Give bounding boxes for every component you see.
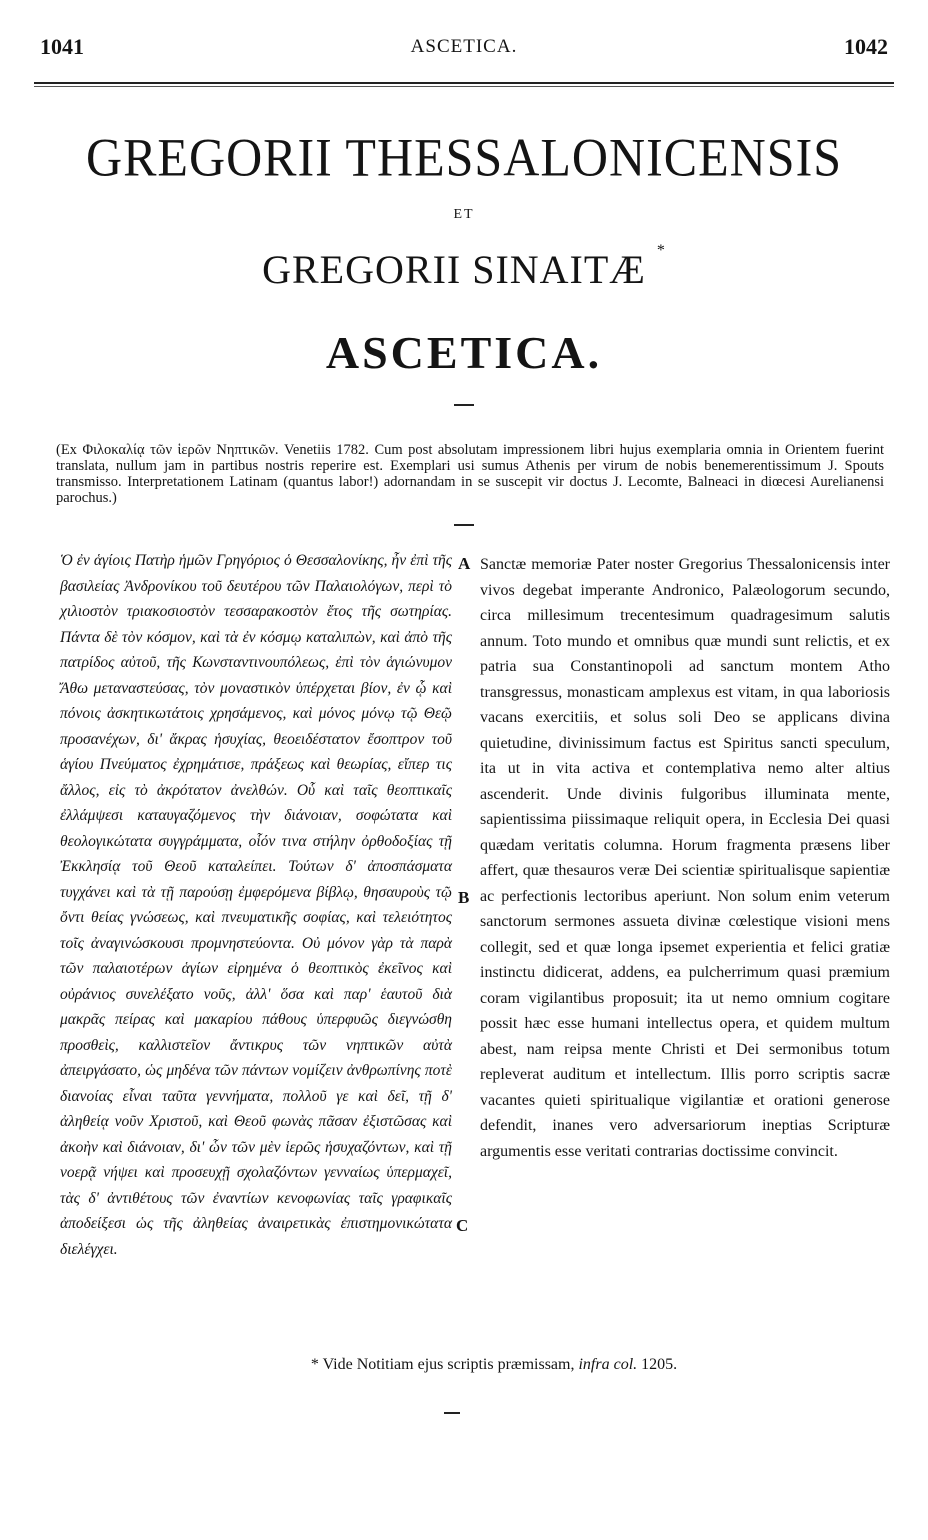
title-footnote-mark: * bbox=[656, 242, 666, 259]
footnote bbox=[0, 1356, 928, 1374]
running-title: ASCETICA. bbox=[410, 36, 518, 57]
header-rule bbox=[34, 82, 894, 84]
title-separator bbox=[454, 404, 474, 406]
margin-marker-b: B bbox=[458, 888, 470, 907]
source-note: (Ex Φιλοκαλίᾳ τῶν ἱερῶν Νηπτικῶν. Venetiis 1782. Cum post absolutam impressionem libri hujus exemplaria omnia in Orientem fuerint translata, nullum jam in partibus nostris reperire est. Exemplari usi sumus Athenis per virum de nobis benemerentissimum J. Spouts transmisso. Interpretationem Latinam (quantus labor!) adornandam in se suscepit vir doctus J. Lecomte, Balneaci in diœcesi Aurelianensi parochus.) bbox=[56, 442, 884, 506]
title-line-1: GREGORII THESSALONICENSIS bbox=[85, 126, 843, 188]
margin-marker-c: C bbox=[456, 1216, 469, 1235]
running-header bbox=[40, 34, 888, 64]
footnote-page-ref: 1205. bbox=[641, 1356, 678, 1373]
title-line-2 bbox=[0, 242, 928, 293]
end-separator bbox=[444, 1412, 460, 1414]
left-column-number: 1041 bbox=[40, 34, 84, 59]
title-line-3: ASCETICA. bbox=[325, 327, 603, 378]
note-separator bbox=[454, 524, 474, 526]
footnote-mark: * bbox=[310, 1356, 319, 1373]
greek-column: Ὁ ἐν ἁγίοις Πατὴρ ἡμῶν Γρηγόριος ὁ Θεσσαλονίκης, ἦν ἐπὶ τῆς βασιλείας Ἀνδρονίκου τοῦ δευτέρου τῶν Παλαιολόγων, περὶ τὸ χιλιοστὸν τριακοσιοστὸν τεσσαρακοστὸν ἔτος τῆς σωτηρίας. Πάντα δὲ τὸν κόσμον, καὶ τὰ ἐν κόσμῳ καταλιπὼν, καὶ ἀπὸ τῆς πατρίδος αὐτοῦ, τῆς Κωνσταντινουπόλεως, ἐπὶ τὸν ἁγιώνυμον Ἄθω μεταναστεύσας, τὸν μοναστικὸν ὑπέρχεται βίον, ἐν ᾧ καὶ πόνοις ἀσκητικωτάτοις χρησάμενος, καὶ μόνος μόνῳ τῷ Θεῷ προσανέχων, δι' ἄκρας ἡσυχίας, θεοειδέστατον ἔσοπτρον τοῦ ἁγίου Πνεύματος ἐχρημάτισε, πράξεως καὶ θεωρίας, εἴπερ τις ἄλλος, εἰς τὸ ἀκρότατον ἀνελθών. Οὗ καὶ ταῖς θεοπτικαῖς ἐλλάμψεσι καταυγαζόμενος τὴν διάνοιαν, σοφώτατα καὶ θεολογικώτατα συγγράμματα, οἷόν τινα στήλην ὀρθοδοξίας τῇ Ἐκκλησίᾳ τοῦ Θεοῦ καταλείπει. Τούτων δ' ἀποσπάσματα τυγχάνει καὶ τὰ τῇ παρούσῃ ἐμφερόμενα βίβλῳ, θησαυροὺς τῷ ὄντι θείας γνώσεως, καὶ πνευματικῆς σοφίας, καὶ τελειότητος τοῖς ἀναγινώσκουσι προμνηστεύοντα. Οὐ μόνον γὰρ τὰ παρὰ τῶν παλαιοτέρων ἁγίων εἰρημένα ὁ θεοπτικὸς ἐκεῖνος καὶ οὐράνιος συνελέξατο νοῦς, ἀλλ' ὅσα καὶ παρ' ἑαυτοῦ διὰ μακρᾶς πείρας καὶ μακαρίου πάθους ὑπερφυῶς διεγνώσθη προσθεὶς, καλλιστεῖον ἄντικρυς τῶν νηπτικῶν αὐτὰ ἀπειργάσατο, ὡς μηδένα τῶν πάντων νομίζειν ἀνθρωπίνης ποτὲ διανοίας εἶναι ταῦτα γεννήματα, πολλοῦ γε καὶ δεῖ, τῇ δ' ἀληθείᾳ νοῦν Χριστοῦ, καὶ Θεοῦ φωνὰς πᾶσαν ἐξιστῶσας καὶ ἀκοὴν καὶ διάνοιαν, δι' ὧν τῶν μὲν ἱερῶς ἡσυχαζόντων, καὶ τῇ νοερᾷ νήψει καὶ προσευχῇ σχολαζόντων γενναίως ὑπερμαχεῖ, τὰς δ' ἀντιθέτους τῶν ἐναντίων κενοφωνίας ταῖς γραφικαῖς ἀποδείξεσι ὡς τῆς ἀληθείας ἀναιρετικὰς ἐπιστημονικώτατα διελέγχει. bbox=[60, 552, 452, 1258]
header-rule-thin bbox=[34, 86, 894, 87]
margin-marker-a: A bbox=[458, 554, 471, 573]
right-column-number: 1042 bbox=[844, 34, 888, 59]
footnote-text: Vide Notitiam ejus scriptis præmissam, bbox=[322, 1356, 575, 1373]
title-line-2-text: GREGORII SINAITÆ bbox=[262, 247, 646, 292]
footnote-italic: infra col. bbox=[578, 1356, 638, 1373]
title-conjunction: ET bbox=[453, 207, 475, 222]
latin-column: Sanctæ memoriæ Pater noster Gregorius Thessalonicensis inter vivos degebat imperante Andronico, Palæologorum secundo, circa millesimum trecentesimum quadragesimum salutis annum. Toto mundo et omnibus quæ mundi sunt relictis, et ex patria sua Constantinopoli ad sanctum montem Atho transgressus, monasticam amplexus est vitam, in qua laboriosis vacans exercitiis, et solus soli Deo se applicans divina quietudine, divinissimum factus est Spiritus sancti speculum, ita ut in vita activa et contemplativa nemo alter altius ascenderit. Unde divinis fulgoribus illuminata mente, sapientissima piissimaque reliquit opera, in Ecclesia Dei quasi quædam veritatis columna. Horum fragmenta præsens liber affert, quæ thesauros veræ Dei scientiæ spiritualisque sapientiæ ac perfectionis lectoribus aperiunt. Non solum enim veterum sanctorum sermones assueta divinæ cœlestique visioni mens collegit, sed et quæ longa ipsemet experientia et felici gratiæ instinctu didicerat, addens, ea pulcherrimum quasi præmium coram vigilantibus proposuit; ita ut nemo omnium cogitare possit hæc esse humani intellectus opera, et quidem multum abest, nam reipsa mente Christi et Dei sermonibus totum repleverat auditum et intellectum. Illis porro scriptis sacræ vacantes quieti spiritualique vigilantiæ et orationi generose defendit, inanes vero adversariorum ineptias Scripturæ argumentis esse veritati contrarias doctissime convincit. bbox=[480, 556, 890, 1160]
